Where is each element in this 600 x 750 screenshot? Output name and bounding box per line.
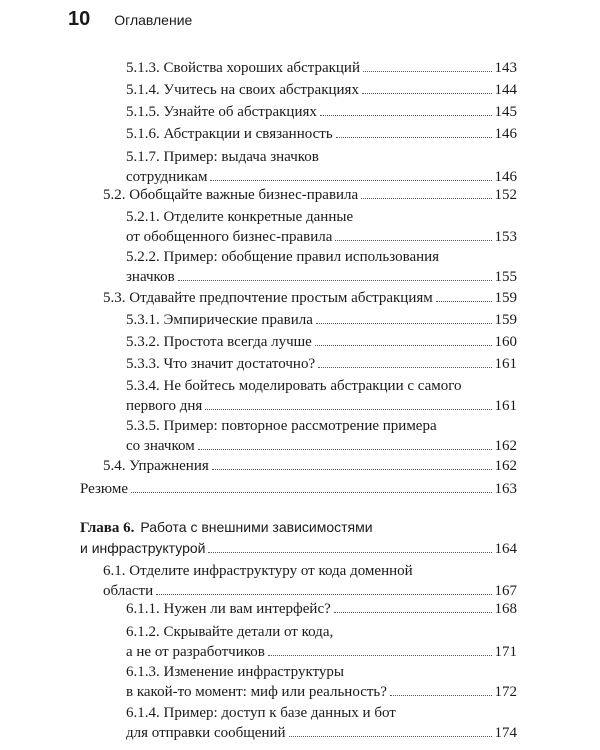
toc-page-number: 159 <box>494 290 517 306</box>
toc-page-number: 164 <box>494 541 517 557</box>
toc-entry-title: 6.1.3. Изменение инфраструктуры <box>126 664 344 680</box>
toc-entry <box>126 622 517 662</box>
dot-leader <box>318 363 491 368</box>
toc-line <box>126 723 517 743</box>
toc-entry <box>126 310 517 330</box>
dot-leader <box>131 488 491 493</box>
toc-page-number: 152 <box>494 187 517 203</box>
toc-entry <box>103 185 517 205</box>
toc-line <box>126 207 517 227</box>
toc-entry-title: 6.1. Отделите инфраструктуру от кода доменной <box>103 563 413 579</box>
toc-line <box>126 416 517 436</box>
chapter-title-cont: и инфраструктурой <box>80 540 206 556</box>
toc-entry <box>126 376 517 416</box>
dot-leader <box>268 651 492 656</box>
toc-page-number: 168 <box>494 601 517 617</box>
toc-entry <box>126 354 517 374</box>
dot-leader <box>362 89 492 94</box>
dot-leader <box>178 276 492 281</box>
dot-leader <box>436 297 492 302</box>
toc-entry-title: 6.1.4. Пример: доступ к базе данных и бот <box>126 705 396 721</box>
toc-line <box>103 561 517 581</box>
toc-page-number: 161 <box>494 356 517 372</box>
page-number: 10 <box>68 8 91 30</box>
dot-leader <box>198 445 492 450</box>
toc-line <box>126 58 517 78</box>
toc-line <box>126 102 517 122</box>
toc-page-number: 174 <box>494 725 517 741</box>
toc-entry <box>103 561 517 601</box>
dot-leader <box>336 133 492 138</box>
toc-entry <box>103 288 517 308</box>
toc-page-number: 159 <box>494 312 517 328</box>
toc-line <box>103 581 517 601</box>
toc-page-number: 160 <box>494 334 517 350</box>
toc-line <box>80 479 517 499</box>
toc-line <box>126 436 517 456</box>
toc-entry-title: 6.1.2. Скрывайте детали от кода, <box>126 624 334 640</box>
toc-page-number: 167 <box>494 583 517 599</box>
dot-leader <box>315 341 492 346</box>
toc-page-number: 163 <box>494 481 517 497</box>
toc-entry-title: 5.3.1. Эмпирические правила <box>126 312 313 328</box>
toc-line <box>103 456 517 476</box>
dot-leader <box>156 590 491 595</box>
toc-line <box>126 267 517 287</box>
toc-line <box>126 682 517 702</box>
toc-page-number: 146 <box>494 169 517 185</box>
toc-entry <box>126 662 517 702</box>
toc-line <box>126 622 517 642</box>
toc-entry-title: 5.2.2. Пример: обобщение правил использования <box>126 249 440 265</box>
toc-entry-title-cont: со значком <box>126 438 195 454</box>
toc-entry-title: 5.3.3. Что значит достаточно? <box>126 356 316 372</box>
toc-entry-title: 5.3.4. Не бойтесь моделировать абстракции с самого <box>126 378 462 394</box>
dot-leader <box>390 691 492 696</box>
toc-entry-title: 5.3.2. Простота всегда лучше <box>126 334 312 350</box>
toc-entry <box>126 80 517 100</box>
toc-page-number: 144 <box>494 82 517 98</box>
toc-page-number: 155 <box>494 269 517 285</box>
toc-entry <box>126 58 517 78</box>
toc-line <box>126 332 517 352</box>
toc-line <box>80 517 517 538</box>
toc-line <box>126 227 517 247</box>
toc-page-number: 171 <box>494 644 517 660</box>
toc-entry-title: 5.1.3. Свойства хороших абстракций <box>126 60 360 76</box>
toc-entry-title-cont: области <box>103 583 154 599</box>
chapter-label: Глава 6. <box>80 520 135 536</box>
toc-entry <box>126 102 517 122</box>
toc-entry-title-cont: а не от разработчиков <box>126 644 265 660</box>
toc-entry-title-cont: для отправки сообщений <box>126 725 286 741</box>
dot-leader <box>320 111 492 116</box>
toc-entry-title: 5.1.5. Узнайте об абстракциях <box>126 104 317 120</box>
toc-page-number: 161 <box>494 398 517 414</box>
toc-entry-title: Резюме <box>80 481 129 497</box>
dot-leader <box>335 236 491 241</box>
toc-entry-title: 5.2.1. Отделите конкретные данные <box>126 209 354 225</box>
toc-entry <box>126 147 517 187</box>
toc-line <box>103 185 517 205</box>
toc-entry <box>126 124 517 144</box>
toc-entry <box>80 479 517 499</box>
toc-entry-title-cont: значков <box>126 269 175 285</box>
toc-line <box>103 288 517 308</box>
toc-page-number: 162 <box>494 438 517 454</box>
toc-entry-title: 5.4. Упражнения <box>103 458 209 474</box>
dot-leader <box>361 194 491 199</box>
toc-line <box>80 538 517 559</box>
toc-entry-title: 5.3. Отдавайте предпочтение простым абстракциям <box>103 290 433 306</box>
toc-line <box>126 396 517 416</box>
toc-entry-title: 5.1.7. Пример: выдача значков <box>126 149 319 165</box>
toc-entry <box>126 332 517 352</box>
toc-entry <box>126 247 517 287</box>
toc-page-number: 153 <box>494 229 517 245</box>
toc-chapter-entry <box>80 517 517 559</box>
toc-line <box>126 80 517 100</box>
toc-line <box>126 247 517 267</box>
running-title: Оглавление <box>114 12 193 28</box>
toc-entry <box>126 416 517 456</box>
toc-entry-title: 5.2. Обобщайте важные бизнес-правила <box>103 187 359 203</box>
dot-leader <box>334 608 492 613</box>
dot-leader <box>210 176 491 181</box>
dot-leader <box>212 465 492 470</box>
toc-page-number: 145 <box>494 104 517 120</box>
toc-line <box>126 354 517 374</box>
toc-entry <box>126 207 517 247</box>
toc-page-number: 162 <box>494 458 517 474</box>
toc-entry <box>126 703 517 743</box>
toc-line <box>126 662 517 682</box>
toc-line <box>126 167 517 187</box>
page-header <box>68 8 192 31</box>
dot-leader <box>363 67 492 72</box>
chapter-title: Работа с внешними зависимостями <box>140 519 373 535</box>
toc-entry-title-cont: первого дня <box>126 398 203 414</box>
toc-entry-title-cont: от обобщенного бизнес-правила <box>126 229 333 245</box>
toc-entry-title: 5.1.6. Абстракции и связанность <box>126 126 333 142</box>
dot-leader <box>289 732 492 737</box>
toc-line <box>126 310 517 330</box>
toc-page-number: 143 <box>494 60 517 76</box>
toc-line <box>126 147 517 167</box>
toc-entry <box>126 599 517 619</box>
toc-page-number: 172 <box>494 684 517 700</box>
toc-entry-title: 5.3.5. Пример: повторное рассмотрение примера <box>126 418 437 434</box>
toc-entry-title-cont: сотрудникам <box>126 169 208 185</box>
toc-entry-title: 6.1.1. Нужен ли вам интерфейс? <box>126 601 331 617</box>
toc-line <box>126 124 517 144</box>
toc-page-number: 146 <box>494 126 517 142</box>
dot-leader <box>316 319 492 324</box>
toc-entry <box>103 456 517 476</box>
toc-entry-title: 5.1.4. Учитесь на своих абстракциях <box>126 82 359 98</box>
dot-leader <box>205 405 491 410</box>
dot-leader <box>208 548 491 553</box>
toc-line <box>126 642 517 662</box>
toc-line <box>126 376 517 396</box>
toc-entry-title-cont: в какой-то момент: миф или реальность? <box>126 684 387 700</box>
toc-line <box>126 703 517 723</box>
toc-line <box>126 599 517 619</box>
